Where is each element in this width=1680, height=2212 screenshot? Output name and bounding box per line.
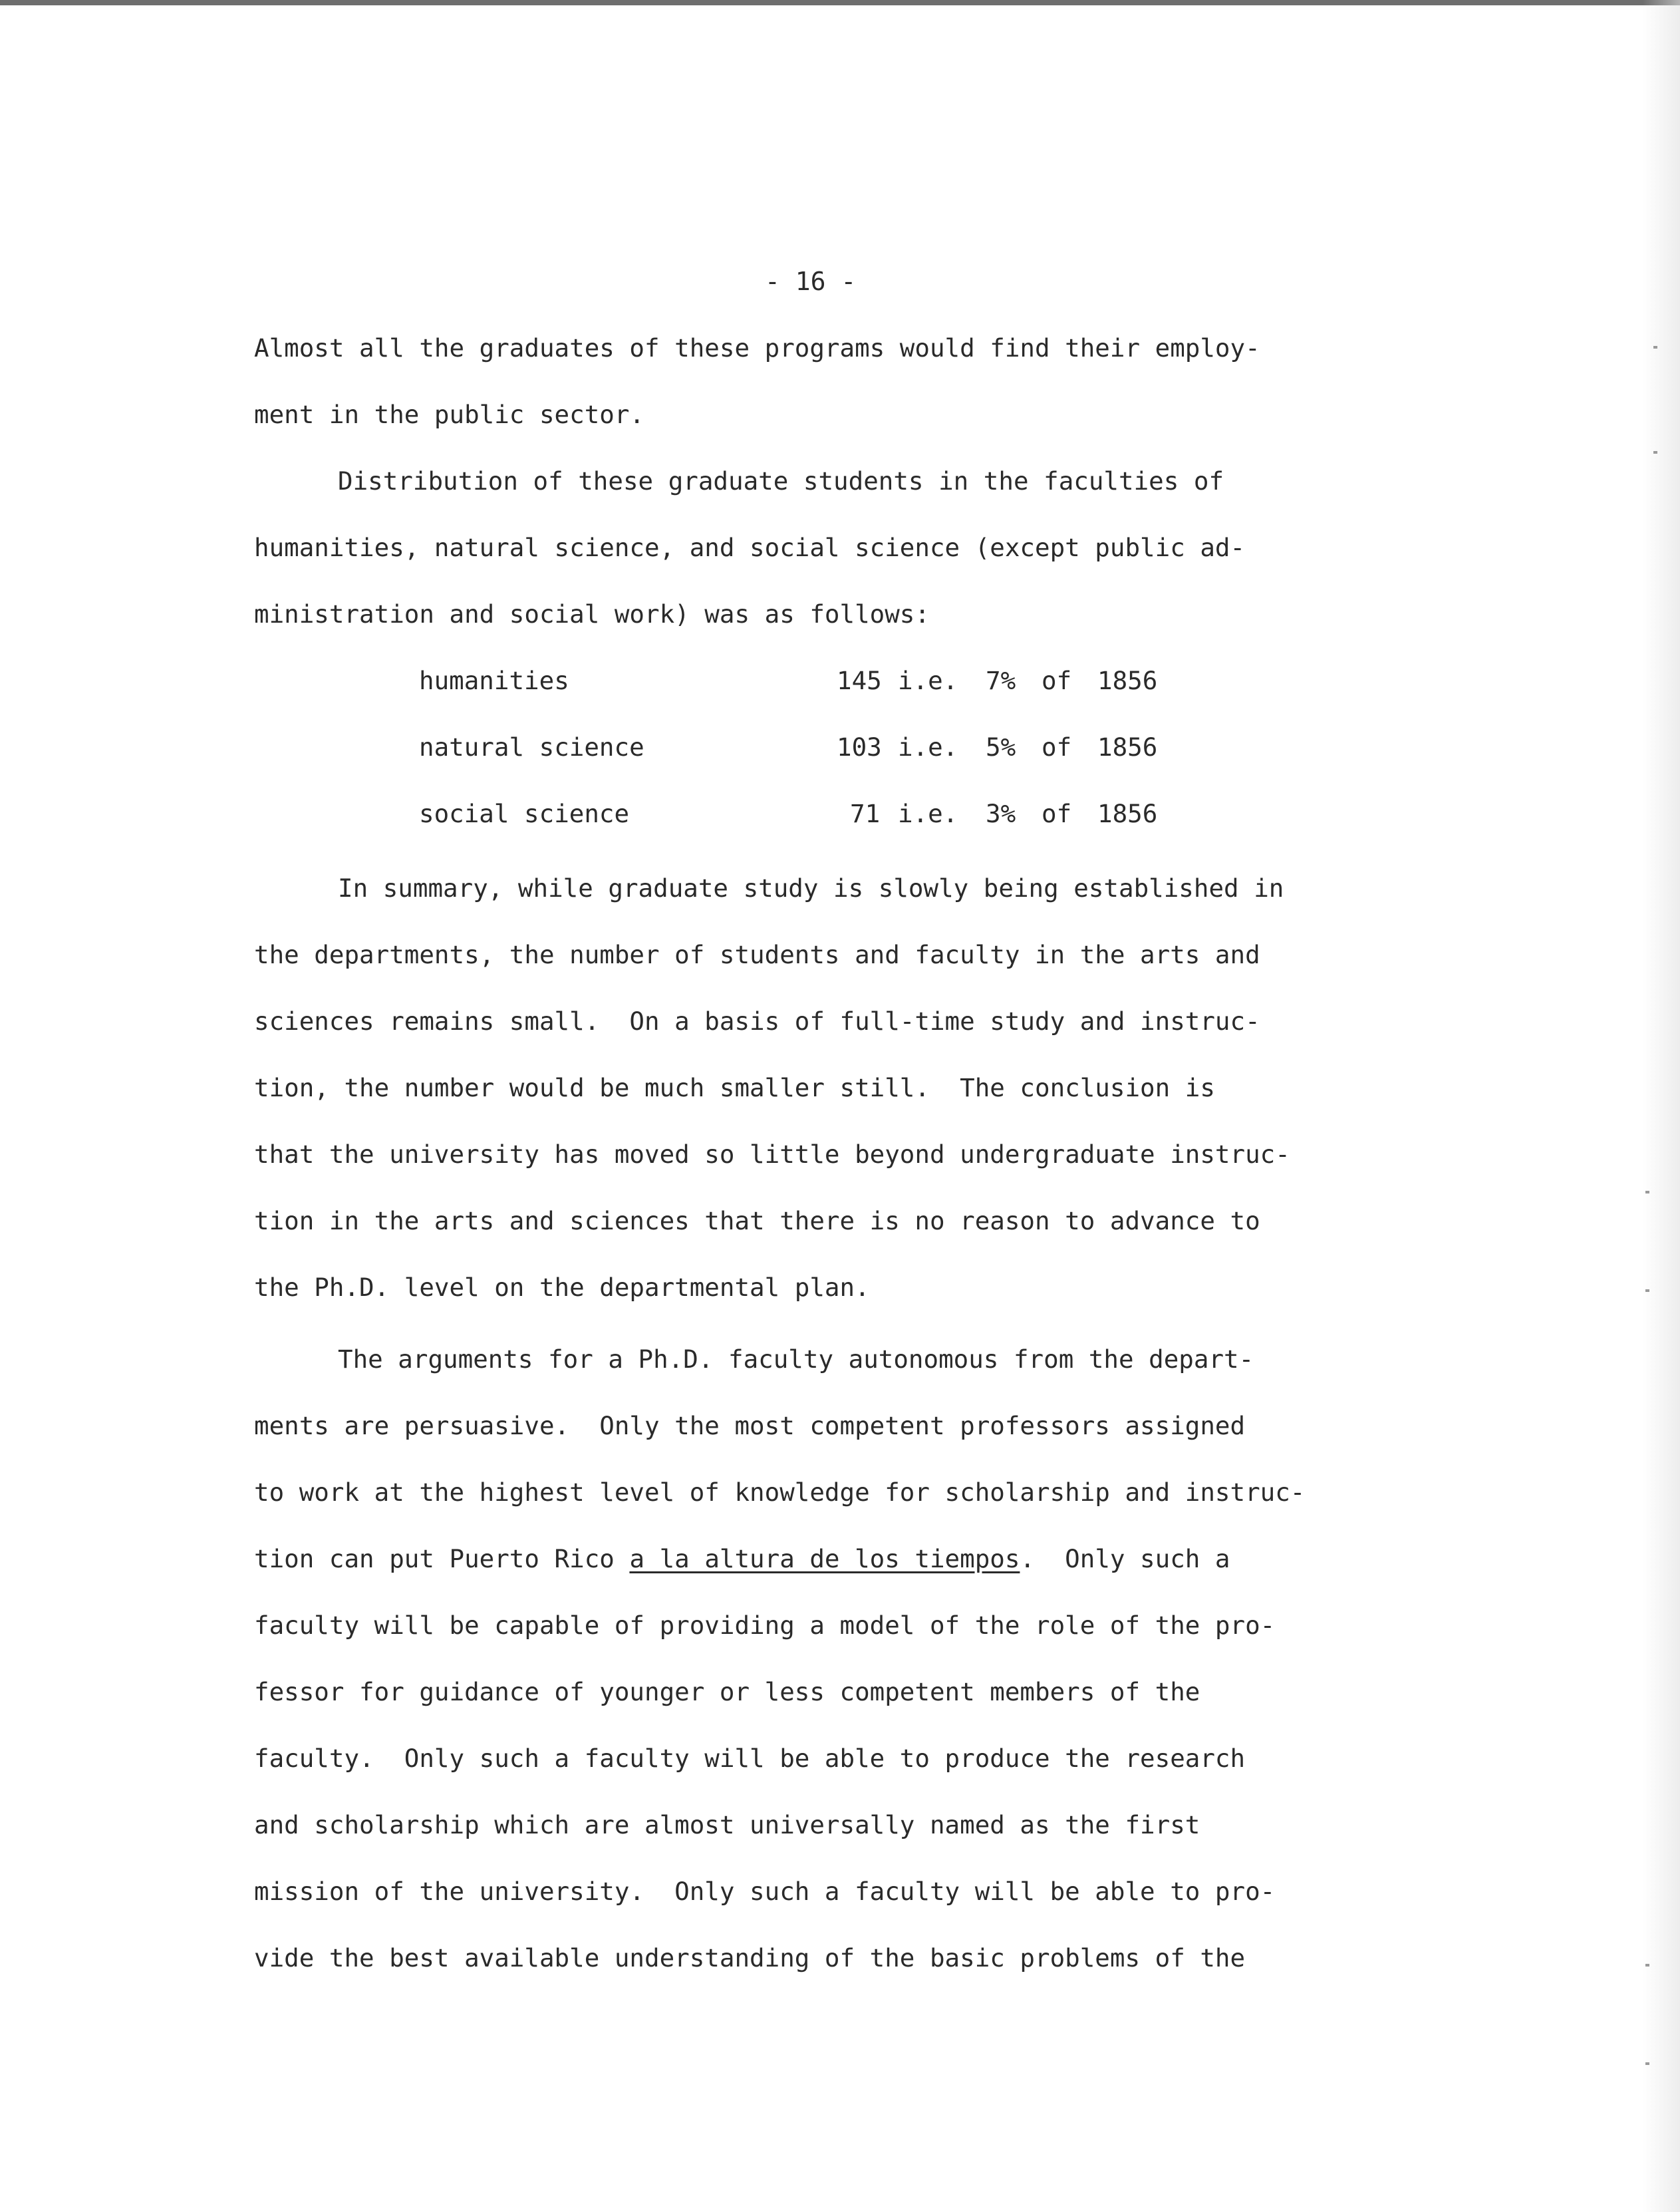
count-value: 71 bbox=[850, 799, 881, 828]
percent-value: 3% bbox=[986, 799, 1016, 828]
body-line: ments are persuasive. Only the most competent professors assigned bbox=[254, 1411, 1246, 1440]
scan-speck bbox=[1645, 1289, 1649, 1292]
ie-label: i.e. bbox=[898, 732, 958, 762]
body-line: tion, the number would be much smaller still. The conclusion is bbox=[254, 1073, 1215, 1102]
body-line: ministration and social work) was as follows: bbox=[254, 599, 930, 629]
of-label: of bbox=[1042, 799, 1072, 828]
text-run: . Only such a bbox=[1020, 1544, 1230, 1573]
body-line bbox=[254, 1542, 1230, 1575]
field-label: natural science bbox=[419, 732, 644, 762]
count-value: 103 bbox=[837, 732, 882, 762]
total-value: 1856 bbox=[1097, 732, 1158, 762]
body-line: faculty will be capable of providing a model of the role of the pro- bbox=[254, 1611, 1276, 1640]
body-line: Almost all the graduates of these programs would find their employ- bbox=[254, 333, 1260, 363]
scan-speck bbox=[1645, 2062, 1649, 2065]
body-line: and scholarship which are almost universally named as the first bbox=[254, 1810, 1200, 1839]
body-line: fessor for guidance of younger or less competent members of the bbox=[254, 1677, 1200, 1706]
body-line: the departments, the number of students and faculty in the arts and bbox=[254, 940, 1260, 969]
ie-label: i.e. bbox=[898, 666, 958, 695]
top-scan-border bbox=[0, 0, 1680, 5]
body-line: the Ph.D. level on the departmental plan. bbox=[254, 1273, 870, 1302]
of-label: of bbox=[1042, 666, 1072, 695]
body-line: to work at the highest level of knowledge for scholarship and instruc- bbox=[254, 1478, 1306, 1507]
body-line: Distribution of these graduate students in the faculties of bbox=[338, 466, 1224, 496]
total-value: 1856 bbox=[1097, 666, 1158, 695]
page-number: - 16 - bbox=[765, 267, 857, 296]
percent-value: 5% bbox=[986, 732, 1016, 762]
body-line: sciences remains small. On a basis of full-time study and instruc- bbox=[254, 1007, 1260, 1036]
body-line: faculty. Only such a faculty will be able to produce the research bbox=[254, 1744, 1246, 1773]
total-value: 1856 bbox=[1097, 799, 1158, 828]
body-line: that the university has moved so little beyond undergraduate instruc- bbox=[254, 1140, 1290, 1169]
body-line: tion in the arts and sciences that there is no reason to advance to bbox=[254, 1206, 1260, 1235]
underlined-phrase: a la altura de los tiempos bbox=[629, 1544, 1020, 1573]
body-line: In summary, while graduate study is slowly being established in bbox=[338, 873, 1284, 903]
body-line: ment in the public sector. bbox=[254, 400, 644, 429]
of-label: of bbox=[1042, 732, 1072, 762]
scan-speck bbox=[1645, 1191, 1649, 1193]
text-run: tion can put Puerto Rico bbox=[254, 1544, 630, 1573]
field-label: social science bbox=[419, 799, 630, 828]
scan-edge-shadow bbox=[1643, 0, 1680, 2212]
scan-speck bbox=[1645, 1964, 1649, 1967]
body-line: The arguments for a Ph.D. faculty autonomous from the depart- bbox=[338, 1344, 1254, 1374]
body-line: humanities, natural science, and social science (except public ad- bbox=[254, 533, 1246, 562]
scan-speck bbox=[1653, 451, 1657, 454]
field-label: humanities bbox=[419, 666, 569, 695]
body-line: vide the best available understanding of the basic problems of the bbox=[254, 1943, 1246, 1973]
count-value: 145 bbox=[837, 666, 882, 695]
ie-label: i.e. bbox=[898, 799, 958, 828]
scan-speck bbox=[1653, 346, 1657, 349]
percent-value: 7% bbox=[986, 666, 1016, 695]
body-line: mission of the university. Only such a faculty will be able to pro- bbox=[254, 1877, 1276, 1906]
